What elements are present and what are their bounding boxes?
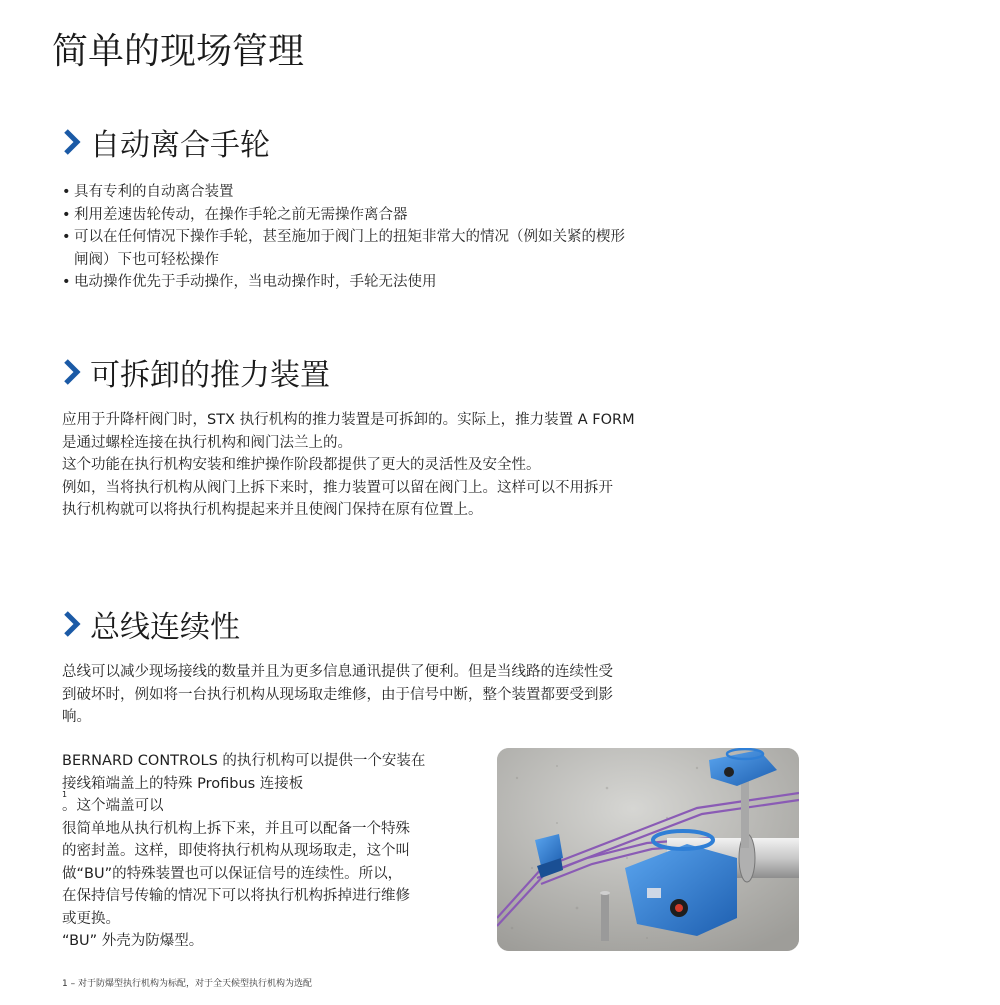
paragraph-line: BERNARD CONTROLS 的执行机构可以提供一个安装在 <box>62 753 426 769</box>
paragraph-line: 到破坏时，例如将一台执行机构从现场取走维修，由于信号中断，整个装置都要受到影 <box>62 686 613 703</box>
footnote: 1 – 对于防爆型执行机构为标配，对于全天候型执行机构为选配 <box>62 979 312 989</box>
paragraph-line: 响。 <box>62 709 91 725</box>
paragraph-line: “BU” 外壳为防爆型。 <box>62 933 204 949</box>
feature-list <box>62 181 742 294</box>
section-heading-thrust-unit <box>62 352 330 392</box>
paragraph-line: 接线箱端盖上的特殊 Profibus 连接板 1 。这个端盖可以 <box>62 775 304 814</box>
bus-detail-paragraph <box>62 750 425 953</box>
paragraph-line: 的密封盖。这样，即使将执行机构从现场取走，这个叫 <box>62 843 410 859</box>
list-item-text: 利用差速齿轮传动，在操作手轮之前无需操作离合器 <box>74 206 408 223</box>
list-item <box>62 226 742 271</box>
bullet-marker: • <box>62 206 71 223</box>
actuator-installation-photo <box>497 748 799 951</box>
bus-intro-paragraph <box>62 661 613 729</box>
paragraph-line: 是通过螺栓连接在执行机构和阀门法兰上的。 <box>62 434 352 451</box>
section-heading-bus-continuity <box>62 604 240 644</box>
section-heading-label: 可拆卸的推力装置 <box>90 358 330 393</box>
paragraph-line: 在保持信号传输的情况下可以将执行机构拆掉进行维修 <box>62 888 410 904</box>
paragraph-line: 执行机构就可以将执行机构提起来并且使阀门保持在原有位置上。 <box>62 502 483 518</box>
list-item <box>62 204 742 227</box>
paragraph-line: 总线可以减少现场接线的数量并且为更多信息通讯提供了便利。但是当线路的连续性受 <box>62 664 613 680</box>
section-heading-label: 自动离合手轮 <box>90 128 270 163</box>
thrust-unit-paragraph <box>62 409 635 522</box>
list-item <box>62 271 742 294</box>
section-heading-handwheel <box>62 122 270 162</box>
list-item-text: 具有专利的自动离合装置 <box>74 184 234 200</box>
paragraph-line: 做“BU”的特殊装置也可以保证信号的连续性。所以， <box>62 865 403 882</box>
paragraph-line: 或更换。 <box>62 910 120 927</box>
paragraph-text: 。这个端盖可以 <box>62 798 164 814</box>
list-item <box>62 181 742 204</box>
page-title: 简单的现场管理 <box>52 31 305 72</box>
list-item-text: 可以在任何情况下操作手轮，甚至施加于阀门上的扭矩非常大的情况（例如关紧的楔形 <box>74 229 625 245</box>
list-item-text: 电动操作优先于手动操作，当电动操作时，手轮无法使用 <box>74 274 437 290</box>
bullet-marker: • <box>62 274 71 290</box>
chevron-right-icon <box>62 610 82 638</box>
bullet-marker: • <box>62 229 71 245</box>
paragraph-line: 例如，当将执行机构从阀门上拆下来时，推力装置可以留在阀门上。这样可以不用拆开 <box>62 479 613 496</box>
paragraph-text: 接线箱端盖上的特殊 Profibus 连接板 <box>62 775 304 792</box>
chevron-right-icon <box>62 128 82 156</box>
paragraph-line: 应用于升降杆阀门时，STX 执行机构的推力装置是可拆卸的。实际上，推力装置 A FORM <box>62 412 635 428</box>
chevron-right-icon <box>62 358 82 386</box>
section-heading-label: 总线连续性 <box>90 610 240 645</box>
paragraph-line: 这个功能在执行机构安装和维护操作阶段都提供了更大的灵活性及安全性。 <box>62 457 541 473</box>
bullet-marker: • <box>62 184 71 200</box>
list-item-text: 闸阀）下也可轻松操作 <box>74 251 219 268</box>
paragraph-line: 很简单地从执行机构上拆下来，并且可以配备一个特殊 <box>62 820 410 837</box>
